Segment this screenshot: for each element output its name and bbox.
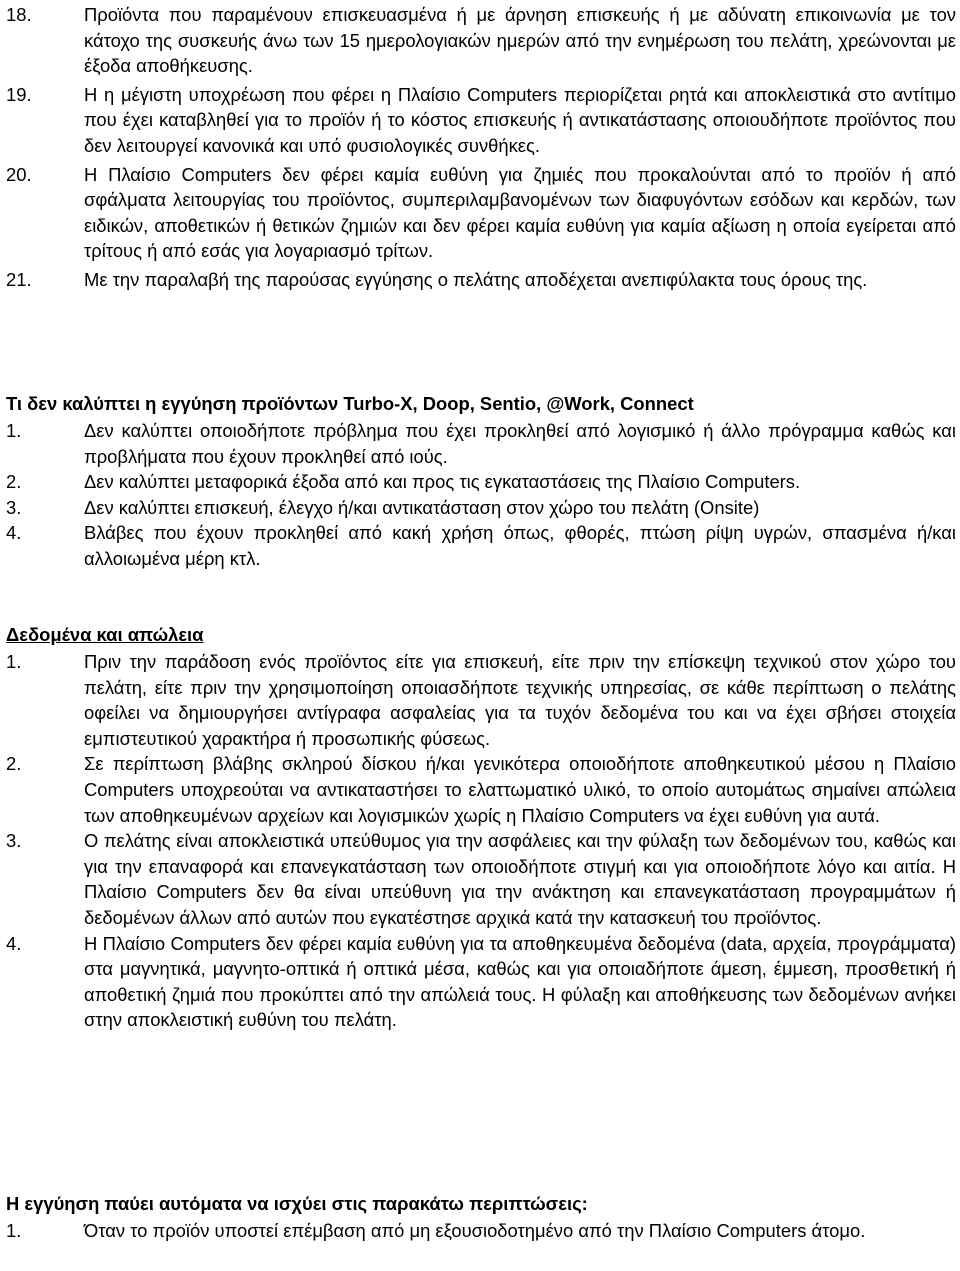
item-text: Η Πλαίσιο Computers δεν φέρει καμία ευθύνη για ζημιές που προκαλούνται από το προϊόν ή από σφάλματα λειτουργίας του προϊόντος, συμπεριλαμβανομένων των διαφυγόντων εσόδων και κερδών, των ειδικών, αποθετικών ή θετικών ζημιών και δεν φέρει καμία ευθύνη για καμία αξίωση η οποία εγείρεται από τρίτους ή από εσάς για λογαριασμό τρίτων. — [84, 163, 956, 262]
item-number: 21. — [6, 268, 32, 290]
warranty-void-list — [6, 1218, 956, 1244]
item-text: Με την παραλαβή της παρούσας εγγύησης ο πελάτης αποδέχεται ανεπιφύλακτα τους όρους της. — [84, 268, 868, 290]
section-heading-text: Δεδομένα και απώλεια — [6, 624, 204, 645]
item-number: 3. — [6, 830, 22, 852]
item-text: Η η μέγιστη υποχρέωση που φέρει η Πλαίσιο Computers περιορίζεται ρητά και αποκλειστικά στο αντίτιμο που έχει καταβληθεί για το προϊόν ή το κόστος επισκευής ή αντικατάστασης οποιουδήποτε προϊόντος που δεν λειτουργεί κανονικά και υπό φυσιολογικές συνθήκες. — [84, 83, 956, 156]
list-item — [6, 828, 956, 930]
list-item — [6, 649, 956, 751]
list-item — [6, 495, 956, 521]
item-text: Βλάβες που έχουν προκληθεί από κακή χρήση όπως, φθορές, πτώση ρίψη υγρών, σπασμένα ή/και αλλοιωμένα μέρη κτλ. — [84, 522, 956, 569]
item-number: 3. — [6, 496, 22, 518]
item-text: Ο πελάτης είναι αποκλειστικά υπεύθυμος για την ασφάλειες και την φύλαξη των δεδομένων του, καθώς και για την επαναφορά και επανεγκατάσταση των οποιοδήποτε στιγμή και για οποιοδήποτε λόγο και αιτία. Η Πλαίσιο Computers δεν θα είναι υπεύθυνη για την ανάκτηση και επανεγκατάσταση προγραμμάτων ή δεδομένων άλλων από αυτών που εγκατέστησε αρχικά κατά την κατασκευή του προϊόντος. — [84, 830, 956, 928]
item-text: Προϊόντα που παραμένουν επισκευασμένα ή με άρνηση επισκευής ή με αδύνατη επικοινωνία με τον κάτοχο της συσκευής άνω των 15 ημερολογιακών ημερών από την ενημέρωση του πελάτη, χρεώνονται με έξοδα αποθήκευσης. — [84, 4, 956, 77]
item-number: 4. — [6, 522, 22, 544]
not-covered-list — [6, 418, 956, 572]
list-item — [6, 469, 956, 495]
list-item — [6, 520, 956, 571]
list-item — [6, 82, 956, 159]
item-number: 2. — [6, 753, 22, 775]
item-number: 4. — [6, 932, 22, 954]
item-number: 2. — [6, 471, 22, 493]
item-text: Δεν καλύπτει οποιοδήποτε πρόβλημα που έχει προκληθεί από λογισμικό ή άλλο πρόγραμμα καθώς και προβλήματα που έχουν προκληθεί από ιούς. — [84, 420, 956, 467]
data-loss-list — [6, 649, 956, 1033]
list-item — [6, 751, 956, 828]
item-text: Δεν καλύπτει επισκευή, έλεγχο ή/και αντικατάσταση στον χώρο του πελάτη (Onsite) — [84, 496, 760, 518]
item-text: Όταν το προϊόν υποστεί επέμβαση από μη εξουσιοδοτημένο από την Πλαίσιο Computers άτομο. — [84, 1220, 866, 1241]
item-number: 1. — [6, 420, 22, 441]
item-text: Σε περίπτωση βλάβης σκληρού δίσκου ή/και γενικότερα οποιοδήποτε αποθηκευτικού μέσου η Πλαίσιο Computers υποχρεούται να αντικαταστήσει το ελαττωματικό υλικό, το οποίο αυτομάτως σημαίνει απώλεια των αποθηκευμένων αρχείων και λογισμικών χωρίς η Πλαίσιο Computers να έχει ευθύνη για αυτά. — [84, 753, 956, 826]
terms-list-continued — [6, 2, 956, 293]
section-heading-warranty-void: Η εγγύηση παύει αυτόματα να ισχύει στις παρακάτω περιπτώσεις: — [6, 1193, 588, 1214]
item-number: 1. — [6, 651, 22, 672]
item-text: Πριν την παράδοση ενός προϊόντος είτε για επισκευή, είτε πριν την επίσκεψη τεχνικού στον χώρο του πελάτη, είτε πριν την χρησιμοποίηση οποιασδήποτε τεχνικής υπηρεσίας, σε κάθε περίπτωση ο πελάτης οφείλει να δημιουργήσει αντίγραφα ασφαλείας για τα τυχόν δεδομένα του και να έχει σβήσει στοιχεία εμπιστευτικού χαρακτήρα ή προσωπικής φύσεως. — [84, 651, 956, 749]
item-number: 18. — [6, 4, 32, 25]
section-heading-not-covered: Τι δεν καλύπτει η εγγύηση προϊόντων Turbo-X, Doop, Sentio, @Work, Connect — [6, 393, 694, 414]
item-text: Δεν καλύπτει μεταφορικά έξοδα από και προς τις εγκαταστάσεις της Πλαίσιο Computers. — [84, 471, 801, 493]
item-text: Η Πλαίσιο Computers δεν φέρει καμία ευθύνη για τα αποθηκευμένα δεδομένα (data, αρχεία, προγράμματα) στα μαγνητικά, μαγνητο-οπτικά ή οπτικά μέσα, καθώς και για οποιαδήποτε άμεση, έμμεση, προσθετική ή αποθετική ζημιά που προκύπτει από την απώλειά τους. Η φύλαξη και αποθήκευσης των δεδομένων ανήκει στην αποκλειστική ευθύνη του πελάτη. — [84, 932, 956, 1031]
item-number: 1. — [6, 1220, 22, 1241]
list-item — [6, 267, 956, 293]
item-number: 20. — [6, 163, 32, 185]
list-item — [6, 418, 956, 469]
list-item — [6, 931, 956, 1033]
item-number: 19. — [6, 83, 32, 105]
list-item — [6, 1218, 956, 1244]
list-item — [6, 2, 956, 79]
section-heading-data-loss — [6, 622, 203, 648]
list-item — [6, 162, 956, 264]
